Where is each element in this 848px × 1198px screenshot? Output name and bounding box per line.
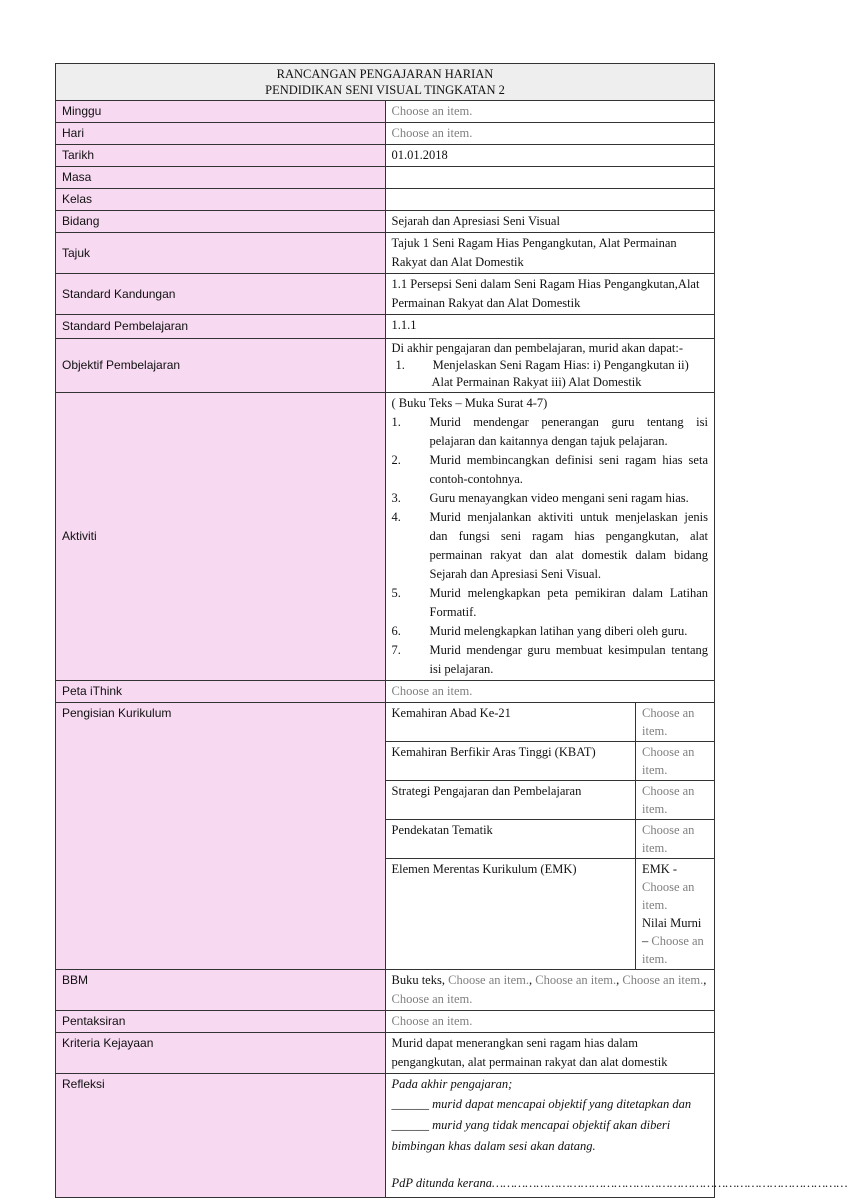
- pengisian-item-name: Pendekatan Tematik: [386, 820, 636, 859]
- tajuk-field[interactable]: Tajuk 1 Seni Ragam Hias Pengangkutan, Alat Permainan Rakyat dan Alat Domestik: [385, 233, 715, 274]
- emk-cell: [636, 859, 715, 970]
- emk-dropdown[interactable]: Choose an item.: [642, 880, 695, 912]
- lesson-plan-sheet: [55, 63, 848, 1198]
- aktiviti-item-text: Murid melengkapkan peta pemikiran dalam Latihan Formatif.: [429, 586, 708, 619]
- label-refleksi: Refleksi: [56, 1074, 386, 1198]
- row-pentaksiran: [56, 1011, 715, 1033]
- refleksi-line-2: ______ murid dapat mencapai objektif yang ditetapkan dan ______ murid yang tidak mencapai objektif akan diberi bimbingan khas dalam sesi akan datang.: [391, 1097, 692, 1153]
- row-aktiviti: [56, 393, 715, 681]
- label-masa: Masa: [56, 167, 386, 189]
- aktiviti-item: [392, 584, 709, 622]
- bidang-field[interactable]: Sejarah dan Apresiasi Seni Visual: [385, 211, 715, 233]
- row-pengisian-kurikulum: [56, 703, 715, 970]
- pengisian-kurikulum-table: [386, 703, 715, 969]
- aktiviti-item: [392, 508, 709, 584]
- aktiviti-item-number: 5.: [391, 586, 401, 600]
- row-bidang: [56, 211, 715, 233]
- aktiviti-item: [392, 413, 709, 451]
- bbm-dropdown-3[interactable]: Choose an item.: [622, 973, 704, 987]
- document-title: [56, 64, 715, 101]
- objektif-intro: Di akhir pengajaran dan pembelajaran, murid akan dapat:-: [391, 341, 684, 355]
- pengisian-row: [386, 742, 715, 781]
- row-tarikh: [56, 145, 715, 167]
- aktiviti-item: [392, 489, 709, 508]
- aktiviti-item-text: Murid menjalankan aktiviti untuk menjelaskan jenis dan fungsi seni ragam hias pengangkutan, alat permainan rakyat dan alat domestik dalam bidang Sejarah dan Apresiasi Seni Visual.: [429, 510, 708, 581]
- aktiviti-item-number: 4.: [391, 510, 401, 524]
- bbm-dropdown-4[interactable]: Choose an item.: [391, 992, 473, 1006]
- row-standard-kandungan: [56, 274, 715, 315]
- pentaksiran-dropdown[interactable]: Choose an item.: [385, 1011, 715, 1033]
- bbm-dropdown-2[interactable]: Choose an item.: [535, 973, 617, 987]
- pengisian-kurikulum-cell: [385, 703, 715, 970]
- emk-prefix: EMK -: [642, 862, 678, 876]
- aktiviti-item-text: Murid melengkapkan latihan yang diberi oleh guru.: [429, 624, 688, 638]
- row-standard-pembelajaran: [56, 315, 715, 339]
- refleksi-spacer: [392, 1157, 709, 1174]
- refleksi-field[interactable]: [385, 1074, 848, 1198]
- row-objektif: [56, 339, 715, 393]
- emk-name: Elemen Merentas Kurikulum (EMK): [386, 859, 636, 970]
- pengisian-item-dropdown[interactable]: Choose an item.: [636, 742, 715, 781]
- hari-dropdown[interactable]: Choose an item.: [385, 123, 715, 145]
- row-minggu: [56, 101, 715, 123]
- label-hari: Hari: [56, 123, 386, 145]
- row-peta-ithink: [56, 681, 715, 703]
- bbm-prefix: Buku teks,: [391, 973, 449, 987]
- objektif-item-number: 1.: [395, 358, 405, 372]
- row-refleksi: [56, 1074, 715, 1198]
- pengisian-item-dropdown[interactable]: Choose an item.: [636, 703, 715, 742]
- aktiviti-item-number: 6.: [391, 624, 401, 638]
- pengisian-item-dropdown[interactable]: Choose an item.: [636, 781, 715, 820]
- label-minggu: Minggu: [56, 101, 386, 123]
- aktiviti-intro: ( Buku Teks – Muka Surat 4-7): [391, 396, 548, 410]
- row-masa: [56, 167, 715, 189]
- aktiviti-item: [392, 451, 709, 489]
- pengisian-row-emk: [386, 859, 715, 970]
- pengisian-row: [386, 781, 715, 820]
- pengisian-row: [386, 703, 715, 742]
- label-pentaksiran: Pentaksiran: [56, 1011, 386, 1033]
- aktiviti-item-text: Murid mendengar penerangan guru tentang isi pelajaran dan kaitannya dengan tajuk pelajaran.: [429, 415, 708, 448]
- bbm-field: Buku teks, Choose an item., Choose an item., Choose an item., Choose an item.: [385, 970, 715, 1011]
- aktiviti-item: [392, 641, 709, 679]
- bbm-dropdown-1[interactable]: Choose an item.: [448, 973, 529, 987]
- row-bbm: [56, 970, 715, 1011]
- aktiviti-item: [392, 622, 709, 641]
- aktiviti-item-text: Guru menayangkan video mengani seni ragam hias.: [429, 491, 689, 505]
- objektif-field[interactable]: [385, 339, 715, 393]
- emk-line: [642, 860, 708, 914]
- nilai-murni-prefix: Nilai Murni –: [642, 916, 702, 948]
- label-kelas: Kelas: [56, 189, 386, 211]
- pengisian-item-dropdown[interactable]: Choose an item.: [636, 820, 715, 859]
- kelas-field[interactable]: [385, 189, 715, 211]
- label-tajuk: Tajuk: [56, 233, 386, 274]
- aktiviti-item-text: Murid mendengar guru membuat kesimpulan tentang isi pelajaran.: [429, 643, 708, 676]
- label-bidang: Bidang: [56, 211, 386, 233]
- label-objektif: Objektif Pembelajaran: [56, 339, 386, 393]
- nilai-murni-dropdown[interactable]: Choose an item.: [642, 934, 704, 966]
- row-kelas: [56, 189, 715, 211]
- kriteria-kejayaan-field[interactable]: Murid dapat menerangkan seni ragam hias dalam pengangkutan, alat permainan rakyat dan alat domestik: [385, 1033, 715, 1074]
- aktiviti-item-number: 7.: [391, 643, 401, 657]
- label-standard-pembelajaran: Standard Pembelajaran: [56, 315, 386, 339]
- pengisian-row: [386, 820, 715, 859]
- objektif-item: [395, 357, 709, 391]
- title-line-1: RANCANGAN PENGAJARAN HARIAN: [276, 67, 494, 81]
- pengisian-item-name: Strategi Pengajaran dan Pembelajaran: [386, 781, 636, 820]
- row-kriteria-kejayaan: [56, 1033, 715, 1074]
- label-aktiviti: Aktiviti: [56, 393, 386, 681]
- standard-pembelajaran-field[interactable]: 1.1.1: [385, 315, 715, 339]
- tarikh-field[interactable]: 01.01.2018: [385, 145, 715, 167]
- label-kriteria-kejayaan: Kriteria Kejayaan: [56, 1033, 386, 1074]
- aktiviti-field[interactable]: [385, 393, 715, 681]
- pengisian-item-name: Kemahiran Berfikir Aras Tinggi (KBAT): [386, 742, 636, 781]
- aktiviti-item-text: Murid membincangkan definisi seni ragam hias seta contoh-contohnya.: [429, 453, 708, 486]
- masa-field[interactable]: [385, 167, 715, 189]
- refleksi-line-1: Pada akhir pengajaran;: [391, 1077, 513, 1091]
- row-tajuk: [56, 233, 715, 274]
- refleksi-line-3: PdP ditunda kerana……………………………………………………………………………………: [391, 1176, 848, 1190]
- objektif-item-text: Menjelaskan Seni Ragam Hias: i) Pengangkutan ii) Alat Permainan Rakyat iii) Alat Domestik: [431, 358, 689, 389]
- label-standard-kandungan: Standard Kandungan: [56, 274, 386, 315]
- aktiviti-list: [392, 413, 709, 679]
- standard-kandungan-field[interactable]: 1.1 Persepsi Seni dalam Seni Ragam Hias Pengangkutan,Alat Permainan Rakyat dan Alat Domestik: [385, 274, 715, 315]
- nilai-murni-line: [642, 914, 708, 968]
- lesson-plan-table: [55, 63, 848, 1198]
- minggu-dropdown[interactable]: Choose an item.: [385, 101, 715, 123]
- label-tarikh: Tarikh: [56, 145, 386, 167]
- aktiviti-item-number: 1.: [391, 415, 401, 429]
- label-pengisian-kurikulum: Pengisian Kurikulum: [56, 703, 386, 970]
- row-hari: [56, 123, 715, 145]
- peta-ithink-dropdown[interactable]: Choose an item.: [385, 681, 715, 703]
- label-peta-ithink: Peta iThink: [56, 681, 386, 703]
- pengisian-item-name: Kemahiran Abad Ke-21: [386, 703, 636, 742]
- aktiviti-item-number: 2.: [391, 453, 401, 467]
- label-bbm: BBM: [56, 970, 386, 1011]
- title-row: [56, 64, 715, 101]
- aktiviti-item-number: 3.: [391, 491, 401, 505]
- title-line-2: PENDIDIKAN SENI VISUAL TINGKATAN 2: [265, 83, 505, 97]
